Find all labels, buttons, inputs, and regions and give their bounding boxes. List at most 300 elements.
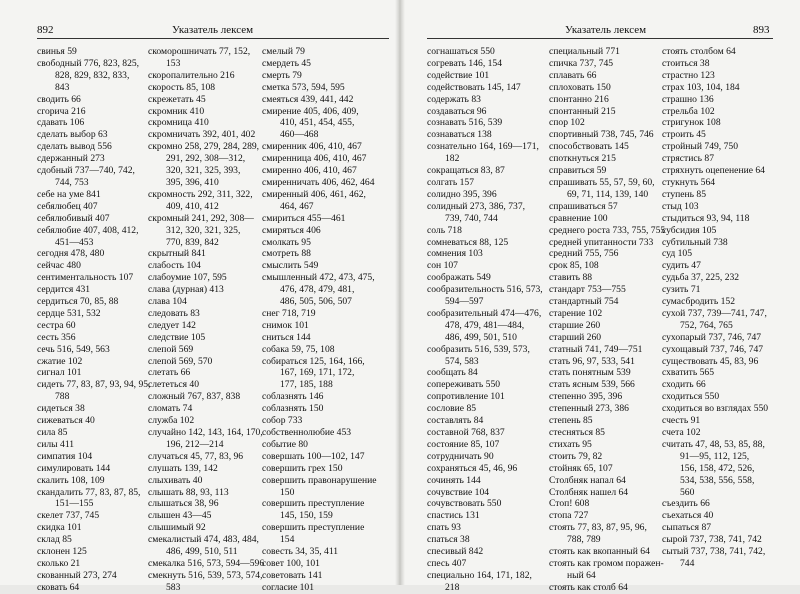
entry-line: сложный 767, 837, 838 [148, 391, 241, 403]
entry-line: Столбняк напал 64 [549, 474, 626, 486]
index-entry [37, 272, 150, 284]
entry-line: судьба 37, 225, 232 [662, 272, 740, 284]
entry-continuation: 486, 499, 510, 511 [166, 546, 238, 558]
index-entry [148, 510, 264, 522]
entry-line: смириться 455—461 [262, 212, 346, 224]
entry-line: съездить 66 [662, 498, 710, 510]
index-entry [262, 248, 377, 260]
entry-line: сходиться 550 [662, 391, 720, 403]
entry-line: сравнение 100 [549, 212, 608, 224]
index-entry [427, 82, 543, 94]
index-entry [549, 522, 665, 546]
index-entry [148, 403, 264, 415]
index-entry [427, 189, 543, 201]
index-entry [37, 403, 150, 415]
index-entry [427, 70, 543, 82]
index-entry [662, 165, 768, 177]
entry-line: степень 85 [549, 415, 593, 427]
index-entry [37, 308, 150, 320]
entry-line: сгорича 216 [37, 105, 86, 117]
index-entry [549, 367, 665, 379]
index-entry [262, 356, 377, 392]
page-number: 893 [753, 24, 770, 36]
entry-line: старшие 260 [549, 319, 601, 331]
entry-line: слепой 569, 570 [148, 355, 213, 367]
entry-line: смиряться 406 [262, 224, 321, 236]
entry-line: статный 741, 749—751 [549, 343, 643, 355]
index-entry [662, 439, 768, 499]
index-entry [427, 570, 543, 594]
entry-line: слышимый 92 [148, 522, 206, 534]
entry-line: свинья 59 [37, 46, 77, 57]
entry-line: степенно 395, 396 [549, 391, 623, 403]
entry-line: сидеться 38 [37, 403, 85, 415]
entry-line: сухопарый 737, 746, 747 [662, 331, 762, 343]
entry-continuation: 196, 212—214 [166, 438, 224, 450]
index-entry [262, 308, 377, 320]
entry-line: событие 80 [262, 438, 308, 450]
entry-line: сознаваться 138 [427, 129, 492, 141]
entry-line: совет 100, 101 [262, 557, 320, 569]
running-title: Указатель лексем [172, 24, 254, 36]
index-entry [37, 94, 150, 106]
index-entry [427, 427, 543, 439]
entry-line: стойняк 65, 107 [549, 462, 613, 474]
entry-continuation: 476, 478, 479, 481, [280, 284, 355, 296]
index-entry [262, 344, 377, 356]
entry-line: слыхивать 40 [148, 474, 203, 486]
entry-line: сохраняться 45, 46, 96 [427, 462, 518, 474]
entry-line: спонтанно 216 [549, 93, 609, 105]
entry-line: смиренница 406, 410, 467 [262, 153, 367, 165]
entry-line: смолкать 95 [262, 236, 311, 248]
entry-line: счета 102 [662, 427, 701, 438]
index-entry [37, 582, 150, 594]
entry-line: снег 718, 719 [262, 307, 316, 319]
index-entry [662, 129, 768, 141]
entry-line: сплоховать 150 [549, 81, 611, 93]
entry-line: сон 107 [427, 260, 458, 272]
entry-continuation: 156, 158, 472, 526, [680, 462, 755, 474]
index-entry [549, 177, 665, 201]
entry-line: состояние 85, 107 [427, 438, 500, 450]
index-entry [662, 427, 768, 439]
index-entry [37, 129, 150, 141]
index-entry [549, 475, 665, 487]
entry-line: содействие 101 [427, 69, 490, 81]
entry-line: себялюбец 407 [37, 200, 98, 212]
entry-line: скромно 258, 279, 284, 289, [148, 141, 260, 153]
index-entry [662, 82, 768, 94]
entry-line: склад 85 [37, 534, 72, 546]
entry-line: слабость 104 [148, 260, 201, 272]
entry-line: сесть 356 [37, 331, 76, 343]
index-entry [662, 117, 768, 129]
index-entry [148, 248, 264, 260]
index-entry [662, 141, 768, 153]
index-entry [148, 427, 264, 451]
entry-line: спортивный 738, 745, 746 [549, 129, 654, 141]
index-entry [37, 106, 150, 118]
entry-line: смелый 79 [262, 46, 305, 57]
index-entry [662, 70, 768, 82]
entry-line: средней упитанности 733 [549, 236, 654, 248]
entry-line: совершить грех 150 [262, 462, 343, 474]
entry-line: согнашаться 550 [427, 46, 495, 57]
index-entry [37, 415, 150, 427]
entry-line: силы 411 [37, 438, 75, 450]
index-entry [148, 475, 264, 487]
index-entry [148, 284, 264, 296]
entry-line: судить 47 [662, 260, 701, 272]
entry-line: спрашивать 55, 57, 59, 60, [549, 176, 655, 188]
entry-line: сокращаться 83, 87 [427, 165, 505, 177]
entry-continuation: 744 [680, 557, 695, 569]
index-entry [662, 237, 768, 249]
entry-line: сообразить 516, 539, 573, [427, 343, 530, 355]
entry-line: совершить преступление [262, 498, 365, 510]
entry-line: сделать выбор 63 [37, 129, 108, 141]
index-entry [262, 546, 377, 558]
entry-line: сухой 737, 739—741, 747, [662, 307, 767, 319]
entry-line: скромник 410 [148, 105, 205, 117]
entry-continuation: 151—155 [55, 498, 94, 510]
entry-line: смерть 79 [262, 69, 302, 81]
entry-line: создаваться 96 [427, 105, 487, 117]
entry-line: смекалистый 474, 483, 484, [148, 534, 259, 546]
index-entry [148, 367, 264, 379]
index-entry [148, 94, 264, 106]
index-entry [662, 522, 768, 534]
entry-line: страстно 123 [662, 69, 715, 81]
entry-line: слабоумие 107, 595 [148, 272, 227, 284]
index-entry [37, 379, 150, 403]
entry-continuation: 770, 839, 842 [166, 236, 219, 248]
entry-continuation: 218 [445, 581, 460, 593]
entry-line: спор 102 [549, 117, 585, 129]
entry-line: спать 93 [427, 522, 461, 534]
index-entry [427, 46, 543, 58]
index-entry [549, 272, 665, 284]
entry-line: споткнуться 215 [549, 153, 616, 165]
index-entry [427, 201, 543, 225]
entry-line: служба 102 [148, 415, 195, 427]
index-entry [549, 463, 665, 475]
index-entry [662, 189, 768, 201]
index-entry [262, 58, 377, 70]
entry-line: стоить 79, 82 [549, 450, 603, 462]
index-entry [148, 46, 264, 70]
entry-line: стать ясным 539, 566 [549, 379, 635, 391]
index-entry [148, 522, 264, 534]
entry-line: соблазнять 146 [262, 391, 324, 403]
entry-line: сытый 737, 738, 741, 742, [662, 546, 766, 558]
index-entry [549, 546, 665, 558]
entry-line: сумасбродить 152 [662, 296, 736, 308]
index-entry [427, 225, 543, 237]
entry-line: сколько 21 [37, 557, 81, 569]
index-entry [148, 117, 264, 129]
index-column-1 [37, 46, 150, 594]
entry-line: стандартный 754 [549, 296, 619, 308]
entry-line: сообщать 84 [427, 367, 478, 379]
index-entry [427, 367, 543, 379]
entry-line: суд 105 [662, 248, 692, 260]
index-entry [37, 439, 150, 451]
entry-line: слышать 88, 93, 113 [148, 486, 229, 498]
entry-continuation: 145, 150, 159 [280, 510, 333, 522]
index-entry [262, 46, 377, 58]
index-entry [262, 558, 377, 570]
entry-line: стоять столбом 64 [662, 46, 736, 57]
index-entry [37, 356, 150, 368]
entry-line: стыд 103 [662, 200, 699, 212]
entry-line: сейчас 480 [37, 260, 81, 272]
entry-line: симулировать 144 [37, 462, 111, 474]
index-entry [427, 141, 543, 165]
entry-line: согревать 146, 154 [427, 57, 503, 69]
entry-line: специально 164, 171, 182, [427, 569, 532, 581]
entry-line: сплавать 66 [549, 69, 597, 81]
index-entry [662, 272, 768, 284]
index-entry [148, 82, 264, 94]
index-entry [148, 498, 264, 510]
index-entry [427, 415, 543, 427]
index-entry [262, 463, 377, 475]
index-entry [549, 320, 665, 332]
entry-line: склонен 125 [37, 546, 87, 558]
entry-line: сделать вывод 556 [37, 141, 112, 153]
entry-line: смекнуть 516, 539, 573, 574, [148, 569, 263, 581]
entry-line: собственнолюбие 453 [262, 427, 352, 438]
index-entry [262, 225, 377, 237]
entry-line: скромница 410 [148, 117, 209, 129]
entry-line: стать 96, 97, 533, 541 [549, 355, 635, 367]
entry-line: степенный 273, 386 [549, 403, 629, 415]
index-entry [427, 94, 543, 106]
index-entry [148, 391, 264, 403]
index-entry [148, 356, 264, 368]
entry-line: содействовать 145, 147 [427, 81, 521, 93]
entry-continuation: 154 [280, 534, 295, 546]
entry-continuation: 594—597 [445, 296, 484, 308]
entry-line: старение 102 [549, 307, 603, 319]
entry-line: солгать 157 [427, 176, 475, 188]
entry-line: соблазнять 150 [262, 403, 324, 415]
entry-line: сходить 66 [662, 379, 706, 391]
index-entry [262, 189, 377, 213]
index-entry [37, 451, 150, 463]
entry-line: скоморошничать 77, 152, [148, 46, 251, 57]
entry-continuation: 177, 185, 188 [280, 379, 333, 391]
index-entry [262, 141, 377, 153]
index-entry [549, 391, 665, 403]
entry-line: скалить 108, 109 [37, 474, 105, 486]
index-entry [662, 296, 768, 308]
entry-continuation: 150 [280, 486, 295, 498]
index-entry [427, 248, 543, 260]
entry-line: существовать 45, 83, 96 [662, 355, 759, 367]
index-entry [262, 427, 377, 439]
index-entry [148, 487, 264, 499]
entry-line: скрытный 841 [148, 248, 206, 260]
index-entry [427, 177, 543, 189]
index-entry [37, 141, 150, 153]
index-entry [549, 201, 665, 213]
entry-line: спичка 737, 745 [549, 57, 614, 69]
index-entry [549, 165, 665, 177]
index-column-2 [148, 46, 264, 594]
entry-continuation: 410, 451, 454, 455, [280, 117, 355, 129]
entry-continuation: 788 [55, 391, 70, 403]
entry-line: страх 103, 104, 184 [662, 81, 740, 93]
right-page [401, 0, 800, 593]
index-entry [37, 487, 150, 511]
index-entry [37, 260, 150, 272]
entry-line: среднего роста 733, 755, 755 [549, 224, 666, 236]
index-entry [148, 296, 264, 308]
index-entry [37, 153, 150, 165]
entry-continuation: 153 [166, 57, 181, 69]
entry-line: строить 45 [662, 129, 706, 141]
index-entry [427, 403, 543, 415]
entry-line: совершать 100—102, 147 [262, 450, 365, 462]
index-entry [37, 117, 150, 129]
entry-line: сомнения 103 [427, 248, 483, 260]
entry-line: себялюбивый 407 [37, 212, 110, 224]
index-entry [37, 284, 150, 296]
index-entry [262, 522, 377, 546]
entry-line: стоять как громом поражен- [549, 557, 664, 569]
entry-line: схватить 565 [662, 367, 715, 379]
index-entry [427, 558, 543, 570]
entry-line: стандарт 753—755 [549, 284, 626, 296]
entry-line: сходиться во взглядах 550 [662, 403, 769, 415]
entry-line: счесть 91 [662, 415, 701, 427]
running-title: Указатель лексем [565, 24, 647, 36]
index-entry [37, 46, 150, 58]
index-entry [37, 58, 150, 94]
entry-line: скоропалительно 216 [148, 69, 235, 81]
entry-line: слететься 40 [148, 379, 199, 391]
index-entry [662, 510, 768, 522]
index-entry [262, 165, 377, 177]
entry-continuation: 574, 583 [445, 355, 479, 367]
index-entry [262, 498, 377, 522]
index-entry [427, 475, 543, 487]
entry-line: стопа 727 [549, 510, 589, 522]
index-entry [549, 82, 665, 94]
index-entry [37, 225, 150, 249]
entry-continuation: 312, 320, 321, 325, [166, 224, 241, 236]
index-entry [549, 117, 665, 129]
entry-line: средний 755, 756 [549, 248, 619, 260]
index-entry [37, 248, 150, 260]
index-entry [262, 153, 377, 165]
index-entry [549, 153, 665, 165]
index-entry [148, 213, 264, 249]
index-entry [427, 439, 543, 451]
entry-line: сердится 431 [37, 284, 91, 296]
entry-line: спонтанный 215 [549, 105, 616, 117]
entry-line: сестра 60 [37, 319, 76, 331]
page-number: 892 [37, 24, 54, 36]
entry-continuation: 744, 753 [55, 176, 89, 188]
index-entry [662, 46, 768, 58]
header-rule [427, 38, 773, 39]
index-entry [549, 141, 665, 153]
book-gutter [395, 0, 405, 585]
entry-line: сопереживать 550 [427, 379, 501, 391]
index-entry [662, 344, 768, 356]
entry-line: случайно 142, 143, 164, 170, [148, 427, 263, 438]
entry-line: субтильный 738 [662, 236, 728, 248]
index-entry [262, 70, 377, 82]
index-entry [427, 522, 543, 534]
index-entry [37, 427, 150, 439]
entry-line: сыпаться 87 [662, 522, 712, 534]
index-entry [427, 379, 543, 391]
index-entry [37, 475, 150, 487]
entry-continuation: 788, 789 [567, 534, 601, 546]
entry-continuation: 560 [680, 486, 695, 498]
index-entry [662, 284, 768, 296]
index-entry [549, 558, 665, 582]
index-entry [549, 129, 665, 141]
entry-line: собор 733 [262, 415, 303, 427]
index-entry [427, 344, 543, 368]
entry-line: смиренно 406, 410, 467 [262, 165, 357, 177]
entry-line: содержать 83 [427, 93, 481, 105]
entry-continuation: 478, 479, 481—484, [445, 319, 525, 331]
index-entry [549, 284, 665, 296]
entry-line: стоять как вкопанный 64 [549, 546, 650, 558]
index-entry [37, 534, 150, 546]
index-entry [549, 403, 665, 415]
index-entry [427, 451, 543, 463]
entry-line: сниться 144 [262, 331, 311, 343]
entry-line: составной 768, 837 [427, 427, 505, 438]
index-entry [148, 129, 264, 141]
entry-line: стройный 749, 750 [662, 141, 738, 153]
index-entry [37, 189, 150, 201]
index-entry [549, 582, 665, 594]
index-entry [427, 498, 543, 510]
entry-line: стихать 95 [549, 438, 592, 450]
entry-continuation: 464, 467 [280, 200, 314, 212]
entry-line: субсидия 105 [662, 224, 717, 236]
entry-continuation: 182 [445, 153, 460, 165]
entry-line: сопротивление 101 [427, 391, 505, 403]
entry-line: следует 142 [148, 319, 196, 331]
entry-line: стать понятным 539 [549, 367, 631, 379]
entry-line: смышленный 472, 473, 475, [262, 272, 375, 284]
entry-line: случаться 45, 77, 83, 96 [148, 450, 244, 462]
index-entry [262, 582, 377, 594]
entry-line: стрястись 87 [662, 153, 714, 165]
entry-line: сообразительный 474—476, [427, 307, 542, 319]
index-entry [262, 237, 377, 249]
index-entry [262, 439, 377, 451]
entry-line: солидный 273, 386, 737, [427, 200, 526, 212]
index-entry [262, 415, 377, 427]
index-entry [37, 296, 150, 308]
entry-line: согласие 101 [262, 581, 314, 593]
entry-line: скромничать 392, 401, 402 [148, 129, 256, 141]
index-entry [262, 391, 377, 403]
index-entry [549, 415, 665, 427]
index-entry [427, 272, 543, 284]
